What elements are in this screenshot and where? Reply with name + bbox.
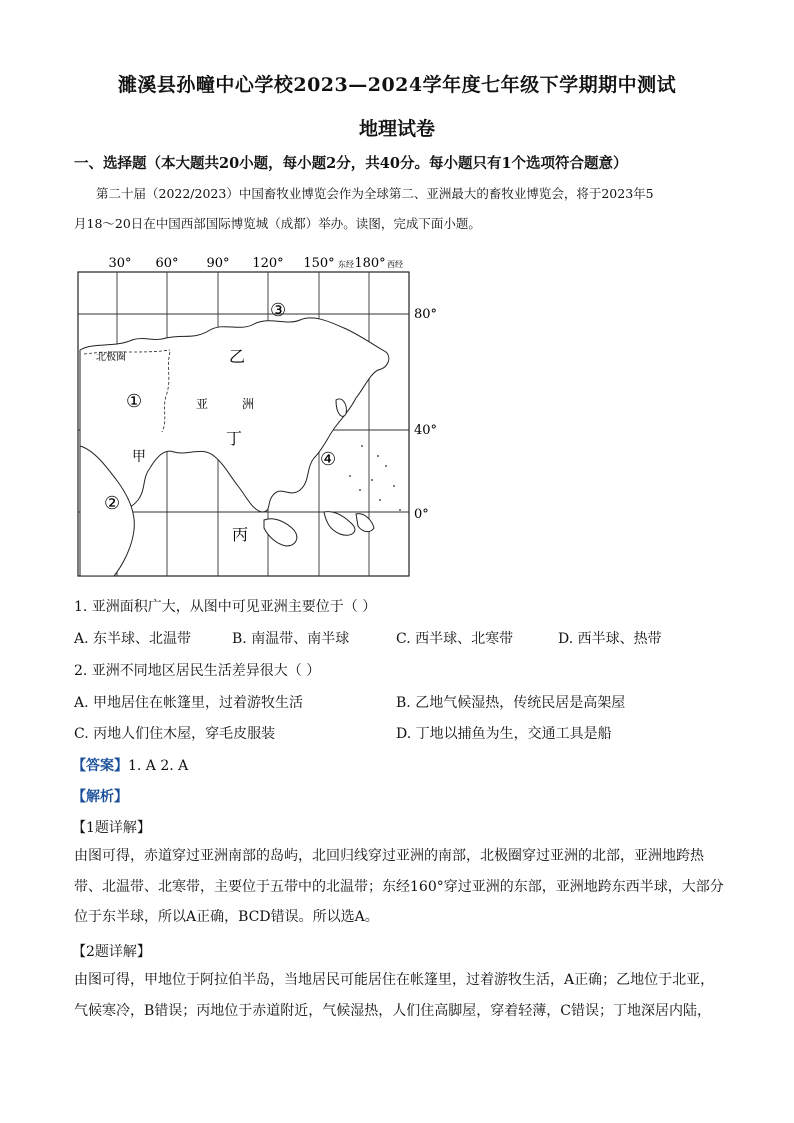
- question-1-stem: 1. 亚洲面积广大，从图中可见亚洲主要位于（ ）: [74, 599, 377, 615]
- lon-label-60: 60°: [155, 256, 179, 271]
- exam-subtitle: 地理试卷: [358, 118, 435, 140]
- analysis-tag: 【解析】: [72, 789, 128, 805]
- place-label-ding: 丁: [226, 429, 243, 448]
- q2-option-c: C. 丙地人们住木屋，穿毛皮服装: [74, 726, 276, 742]
- lon-label-90: 90°: [206, 256, 230, 271]
- region-label-3: ③: [270, 300, 287, 321]
- section-heading: 一、选择题（本大题共20小题，每小题2分，共40分。每小题只有1个选项符合题意）: [74, 155, 628, 172]
- q1-option-a: A. 东半球、北温带: [74, 631, 192, 647]
- q1-detail-heading: 【1题详解】: [72, 820, 151, 836]
- question-2-stem: 2. 亚洲不同地区居民生活差异很大（ ）: [74, 663, 321, 679]
- answer-tag: 【答案】: [72, 758, 128, 774]
- q1-option-d: D. 西半球、热带: [558, 631, 662, 647]
- answer-line: [72, 755, 188, 775]
- q2-detail-line: 由图可得，甲地位于阿拉伯半岛，当地居民可能居住在帐篷里，过着游牧生活，A正确；乙地位于北亚，: [74, 972, 715, 988]
- lon-label-west: 西经: [387, 260, 403, 269]
- continent-label-2: 洲: [242, 397, 255, 411]
- intro-line-1: 第二十届（2022/2023）中国畜牧业博览会作为全球第二、亚洲最大的畜牧业博览会，将于2023年5: [96, 186, 654, 201]
- region-label-2: ②: [104, 493, 121, 514]
- lat-label-80: 80°: [414, 307, 438, 322]
- lat-label-40: 40°: [414, 423, 438, 438]
- region-label-1: ①: [126, 391, 143, 412]
- continent-label-1: 亚: [196, 397, 209, 411]
- place-label-jia: 甲: [132, 449, 146, 465]
- lon-label-150: 150°: [303, 256, 335, 271]
- q2-detail-line: 气候寒冷，B错误；丙地位于赤道附近，气候湿热，人们住高脚屋，穿着轻薄，C错误；丁地深居内陆，: [74, 1002, 711, 1019]
- arctic-circle-label: 北极圈: [96, 352, 126, 363]
- q1-detail-line: 由图可得，赤道穿过亚洲南部的岛屿，北回归线穿过亚洲的南部，北极圈穿过亚洲的北部，亚洲地跨热: [74, 848, 704, 864]
- q1-detail-line: 带、北温带、北寒带，主要位于五带中的北温带；东经160°穿过亚洲的东部，亚洲地跨东西半球，大部分: [74, 878, 724, 895]
- island-dots: [349, 445, 401, 511]
- q2-detail-text: [74, 965, 724, 1026]
- place-label-yi: 乙: [229, 347, 246, 366]
- region-label-4: ④: [320, 449, 337, 470]
- lon-label-30: 30°: [108, 256, 132, 271]
- place-label-bing: 丙: [232, 525, 249, 544]
- lon-label-east: 东经: [338, 260, 354, 269]
- lon-label-120: 120°: [252, 256, 284, 271]
- q1-option-b: B. 南温带、南半球: [232, 631, 350, 647]
- lon-label-180: 180°: [354, 256, 386, 271]
- q2-option-d: D. 丁地以捕鱼为生，交通工具是船: [396, 726, 612, 742]
- lat-label-0: 0°: [414, 507, 429, 522]
- q2-option-b: B. 乙地气候湿热，传统民居是高架屋: [396, 695, 626, 711]
- q2-detail-heading: 【2题详解】: [72, 944, 151, 960]
- q2-option-a: A. 甲地居住在帐篷里，过着游牧生活: [74, 695, 304, 711]
- q1-detail-text: [74, 841, 724, 933]
- exam-title: 濉溪县孙疃中心学校2023—2024学年度七年级下学期期中测试: [117, 74, 677, 96]
- intro-line-2: 月18～20日在中国西部国际博览城（成都）举办。读图，完成下面小题。: [74, 216, 481, 231]
- q1-option-c: C. 西半球、北寒带: [396, 631, 514, 647]
- answer-text: 1. A 2. A: [128, 758, 189, 774]
- asia-map-figure: [74, 250, 444, 580]
- q1-detail-line: 位于东半球，所以A正确，BCD错误。所以选A。: [74, 909, 379, 925]
